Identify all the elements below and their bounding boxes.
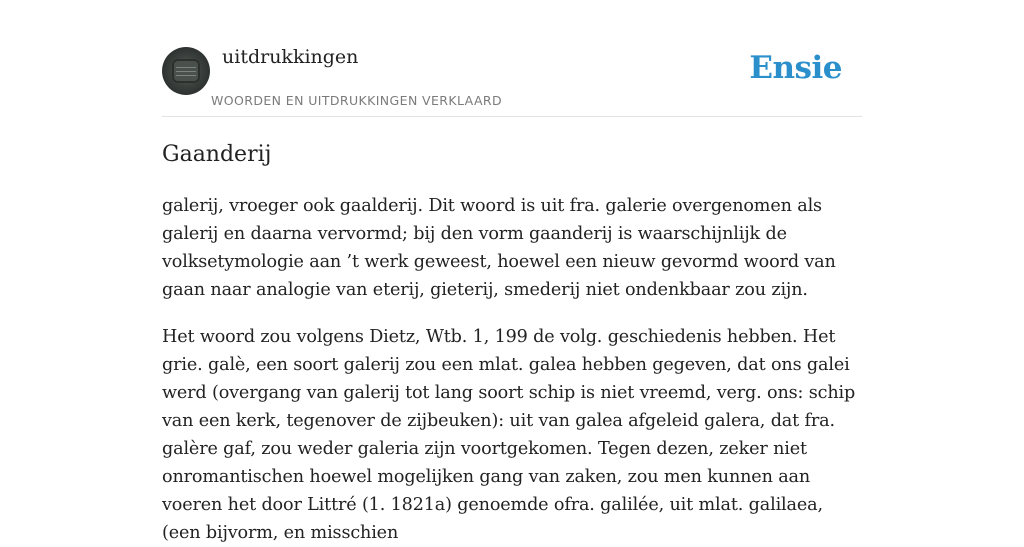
entry-paragraph: galerij, vroeger ook gaalderij. Dit woord is uit fra. galerie overgenomen als galerij en daarna vervormd; bij den vorm gaanderij is waarschijnlijk de volksetymologie aan ’t werk geweest, hoewel een nieuw gevormd woord van gaan naar analogie van eterij, gieterij, smederij niet ondenkbaar zou zijn. — [162, 196, 836, 300]
site-tagline: WOORDEN EN UITDRUKKINGEN VERKLAARD — [211, 93, 503, 108]
avatar-detail — [176, 75, 196, 76]
entry-content — [162, 138, 862, 547]
page-title: Gaanderij — [162, 142, 272, 167]
avatar[interactable] — [162, 47, 210, 95]
brand-logo-link[interactable]: Ensie — [749, 50, 842, 86]
avatar-detail — [176, 71, 196, 72]
site-header — [162, 0, 862, 117]
entry-paragraph: Het woord zou volgens Dietz, Wtb. 1, 199 de volg. geschiedenis hebben. Het grie. galè, een soort galerij zou een mlat. galea hebben gegeven, dat ons galei werd (overgang van galerij tot lang soort schip is niet vreemd, verg. ons: schip van een kerk, tegenover de zijbeuken): uit van galea afgeleid galera, dat fra. galère gaf, zou weder galeria zijn voortgekomen. Tegen dezen, zeker niet onromantischen hoewel mogelijken gang van zaken, zou men kunnen aan voeren het door Littré (1. 1821a) genoemde ofra. galilée, uit mlat. galilaea, (een bijvorm, en misschien — [162, 327, 856, 543]
avatar-detail — [176, 67, 196, 68]
site-name-link[interactable]: uitdrukkingen — [222, 46, 359, 68]
